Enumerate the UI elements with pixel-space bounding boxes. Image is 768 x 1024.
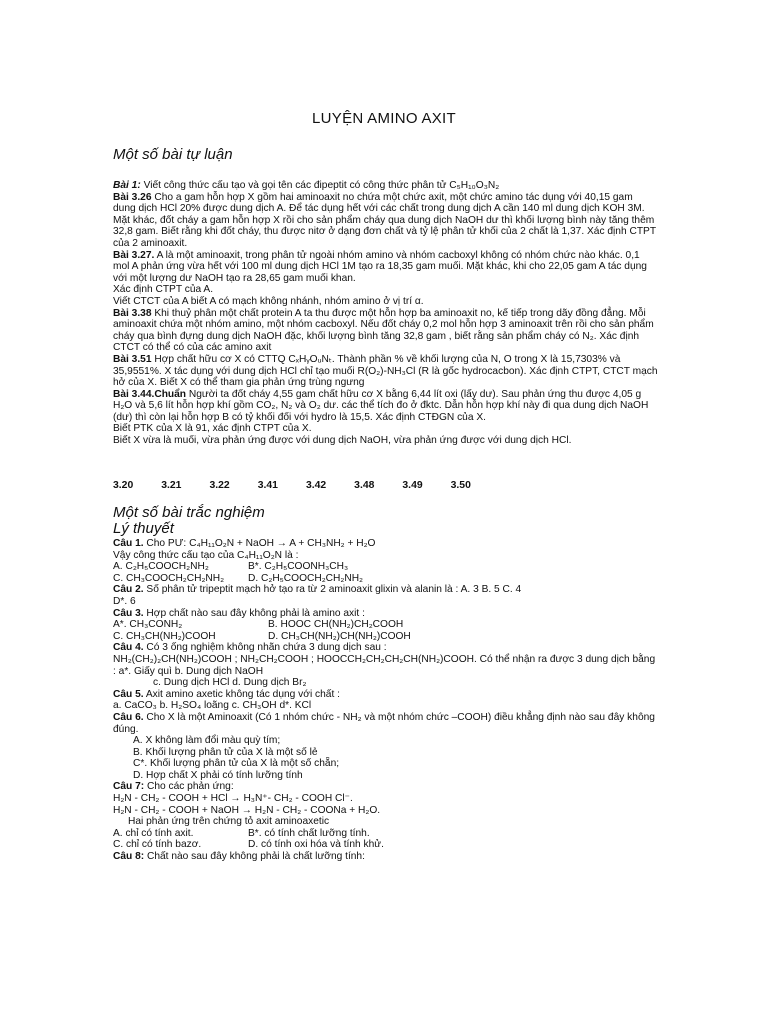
problem-label: Bài 3.51 xyxy=(113,353,152,365)
question-7-options-ab xyxy=(113,828,658,840)
answer-ref: 3.48 xyxy=(354,480,375,491)
essay-block xyxy=(113,180,658,447)
question-text: Chất nào sau đây không phải là chất lưỡng tính: xyxy=(144,851,365,863)
option-b: B*. C₂H₅COONH₃CH₃ xyxy=(248,561,349,573)
option-b: B. HOOC CH(NH₂)CH₂COOH xyxy=(268,619,404,631)
question-1-prompt: Vậy công thức cấu tạo của C₄H₁₁O₂N là : xyxy=(113,549,299,561)
option-c: C. CH₃COOCH₂CH₂NH₂ xyxy=(113,572,225,584)
question-6-option-c: C*. Khối lượng phân tử của X là một số chẵn; xyxy=(133,758,340,770)
problem-3-51 xyxy=(113,354,658,389)
question-label: Câu 5. xyxy=(113,688,144,700)
question-label: Câu 4. xyxy=(113,642,144,654)
section-heading-theory: Lý thuyết xyxy=(113,520,174,537)
question-label: Câu 7: xyxy=(113,781,145,793)
problem-3-44 xyxy=(113,389,658,424)
option-b: B*. có tính chất lưỡng tính. xyxy=(248,827,370,839)
question-7-reaction-2: H₂N - CH₂ - COOH + NaOH → H₂N - CH₂ - COONa + H₂O. xyxy=(113,804,381,816)
question-6 xyxy=(113,712,658,735)
question-1-options-ab xyxy=(113,561,658,573)
question-label: Câu 1. xyxy=(113,538,144,549)
question-6-option-d: D. Hợp chất X phải có tính lưỡng tính xyxy=(133,769,303,781)
question-text: Cho PƯ: C₄H₁₁O₂N + NaOH → A + CH₃NH₂ + H₂O xyxy=(143,538,376,549)
problem-text: Viết công thức cấu tạo và gọi tên các đipeptit có công thức phân tử C₅H₁₀O₃N₂ xyxy=(140,180,500,191)
question-1 xyxy=(113,538,658,550)
problem-text: Người ta đốt cháy 4,55 gam chất hữu cơ X bằng 6,44 lít oxi (lấy dư). Sau phản ứng thu được 4,05 g H₂O và 5,6 lít hỗn hợp khí gồm CO₂, N₂ và O₂ dư. các thể tích đo ở đktc. Dẫn hỗn hợp khí này đi qua dung dịch NaOH (dư) thì còn lại hỗn hợp B có tỷ khối đối với hydro là 15,5. Xác định CTĐGN của X. xyxy=(113,388,649,423)
problem-text: Khi thuỷ phân một chất protein A ta thu được một hỗn hợp ba aminoaxit no, kế tiếp trong dãy đồng đẳng. Mỗi aminoaxit chứa một nhóm amino, một nhóm cacboxyl. Nếu đốt cháy 0,2 mol hỗn hợp 3 aminoaxit trên rồi cho sản phẩm cháy qua bình đựng dung dịch NaOH đặc, khối lượng bình tăng 32,8 gam , biết rằng sản phẩm cháy có N₂. Xác định CTCT có thể có của các amino axit xyxy=(113,307,654,354)
problem-3-44-line3: Biết X vừa là muối, vừa phản ứng được với dung dịch NaOH, vừa phản ứng được với dung dịch HCl. xyxy=(113,435,572,447)
question-label: Câu 6. xyxy=(113,711,144,723)
problem-3-38 xyxy=(113,308,658,354)
question-6-option-b: B. Khối lượng phân tử của X là một số lẻ xyxy=(133,746,318,758)
question-4-line3: c. Dung dịch HCl d. Dung dịch Br₂ xyxy=(153,677,307,689)
problem-label: Bài 1: xyxy=(113,180,141,191)
option-a: A. C₂H₅COOCH₂NH₂ xyxy=(113,561,209,573)
option-a: A*. CH₃CONH₂ xyxy=(113,619,183,631)
question-7-options-cd xyxy=(113,839,658,851)
answer-list xyxy=(113,480,499,491)
answer-ref: 3.50 xyxy=(450,480,471,491)
question-text: Hợp chất nào sau đây không phải là amino axit : xyxy=(143,607,365,619)
problem-3-27 xyxy=(113,250,658,285)
question-2 xyxy=(113,584,658,596)
option-d: D. CH₃CH(NH₂)CH(NH₂)COOH xyxy=(268,630,411,642)
question-text: Cho các phản ứng: xyxy=(144,781,234,793)
problem-label: Bài 3.27. xyxy=(113,249,155,261)
problem-3-26 xyxy=(113,192,658,250)
question-label: Câu 8: xyxy=(113,851,145,863)
question-4 xyxy=(113,642,658,654)
problem-3-44-line2: Biết PTK của X là 91, xác định CTPT của X. xyxy=(113,423,312,435)
option-c: C. chỉ có tính bazơ. xyxy=(113,839,202,851)
page-title: LUYỆN AMINO AXIT xyxy=(311,110,456,127)
answer-ref: 3.49 xyxy=(402,480,423,491)
option-c: C. CH₃CH(NH₂)COOH xyxy=(113,630,216,642)
problem-text: Cho a gam hỗn hợp X gồm hai aminoaxit no chứa một chức axit, một chức amino tác dụng với 40,15 gam dung dịch HCl 20% được dung dịch A. Để tác dụng hết với các chất trong dung dịch A cần 140 ml dung dịch KOH 3M. Mặt khác, đốt cháy a gam hỗn hợp X rồi cho sản phẩm cháy qua dung dịch NaOH dư thì khối lượng bình này tăng thêm 32,8 gam. Biết rằng khi đốt cháy, thu được nitơ ở dạng đơn chất và tỷ lệ phân tử khối của 2 chất là 1,37. Xác định CTPT của 2 aminoaxit. xyxy=(113,191,656,249)
quiz-block xyxy=(113,538,658,863)
question-4-line2: NH₂(CH₂)₂CH(NH₂)COOH ; NH₂CH₂COOH ; HOOCCH₂CH₂CH₂CH(NH₂)COOH. Có thể nhận ra được 3 dung dịch bằng : a*. Giấy quì b. Dung dịch NaOH xyxy=(113,653,656,677)
section-heading-essay: Một số bài tự luận xyxy=(113,146,233,163)
question-3-options-ab xyxy=(113,619,658,631)
question-text: Có 3 ống nghiệm không nhãn chứa 3 dung dịch sau : xyxy=(143,642,387,654)
section-heading-multiple-choice: Một số bài trắc nghiệm xyxy=(113,504,265,521)
question-5-options: a. CaCO₃ b. H₂SO₄ loãng c. CH₃OH d*. KCl xyxy=(113,700,312,712)
question-text: Cho X là một Aminoaxit (Có 1 nhóm chức - NH₂ và một nhóm chức –COOH) điều khẳng định nào sau đây không đúng. xyxy=(113,711,655,735)
question-2-option-d: D*. 6 xyxy=(113,595,136,607)
question-text: Axit amino axetic không tác dụng với chất : xyxy=(143,688,340,700)
question-1-options-cd xyxy=(113,573,658,585)
problem-text: Hợp chất hữu cơ X có CTTQ CₓHᵧOᵤNₜ. Thành phần % về khối lượng của N, O trong X là 15,7303% và 35,9551%. X tác dụng với dung dịch HCl chỉ tạo muối R(O₂)-NH₃Cl (R là gốc hydrocacbon). Xác định CTPT, CTCT mạch hở của X. Biết X có thể tham gia phản ứng trùng ngưng xyxy=(113,353,658,389)
question-7-reaction-1: H₂N - CH₂ - COOH + HCl → H₃N⁺- CH₂ - COOH Cl⁻. xyxy=(113,793,353,805)
question-6-option-a: A. X không làm đổi màu quỳ tím; xyxy=(133,735,281,747)
question-3 xyxy=(113,608,658,620)
answer-ref: 3.20 xyxy=(113,480,134,491)
answer-ref: 3.41 xyxy=(257,480,278,491)
problem-label: Bài 3.38 xyxy=(113,307,152,319)
question-8 xyxy=(113,851,658,863)
option-d: D. C₂H₅COOCH₂CH₂NH₂ xyxy=(248,572,364,584)
question-text: Số phân tử tripeptit mạch hở tạo ra từ 2 aminoaxit glixin và alanin là : A. 3 B. 5 C. 4 xyxy=(143,584,522,596)
question-5 xyxy=(113,689,658,701)
answer-ref: 3.42 xyxy=(305,480,327,491)
question-label: Câu 3. xyxy=(113,607,144,619)
problem-label: Bài 3.44.Chuẩn xyxy=(113,388,187,400)
problem-label: Bài 3.26 xyxy=(113,191,152,203)
problem-1 xyxy=(113,180,658,192)
question-7-prompt: Hai phản ứng trên chứng tỏ axit aminoaxetic xyxy=(128,816,330,828)
answer-ref: 3.22 xyxy=(209,480,230,491)
question-3-options-cd xyxy=(113,631,658,643)
problem-3-27-line2: Xác định CTPT của A. xyxy=(113,284,214,296)
option-a: A. chỉ có tính axit. xyxy=(113,827,194,839)
question-7 xyxy=(113,781,658,793)
problem-3-27-line3: Viết CTCT của A biết A có mạch không nhánh, nhóm amino ở vị trí α. xyxy=(113,295,424,307)
problem-text: A là một aminoaxit, trong phân tử ngoài nhóm amino và nhóm cacboxyl không có nhóm chức nào khác. 0,1 mol A phản ứng vừa hết với 100 ml dung dịch HCl 1M tạo ra 18,35 gam muối. Mặt khác, khi cho 22,05 gam A tác dụng với một lượng dư NaOH tạo ra 28,65 gam muối khan. xyxy=(113,249,647,284)
question-label: Câu 2. xyxy=(113,584,144,596)
option-d: D. có tính oxi hóa và tính khử. xyxy=(248,839,384,851)
answer-ref: 3.21 xyxy=(161,480,182,491)
